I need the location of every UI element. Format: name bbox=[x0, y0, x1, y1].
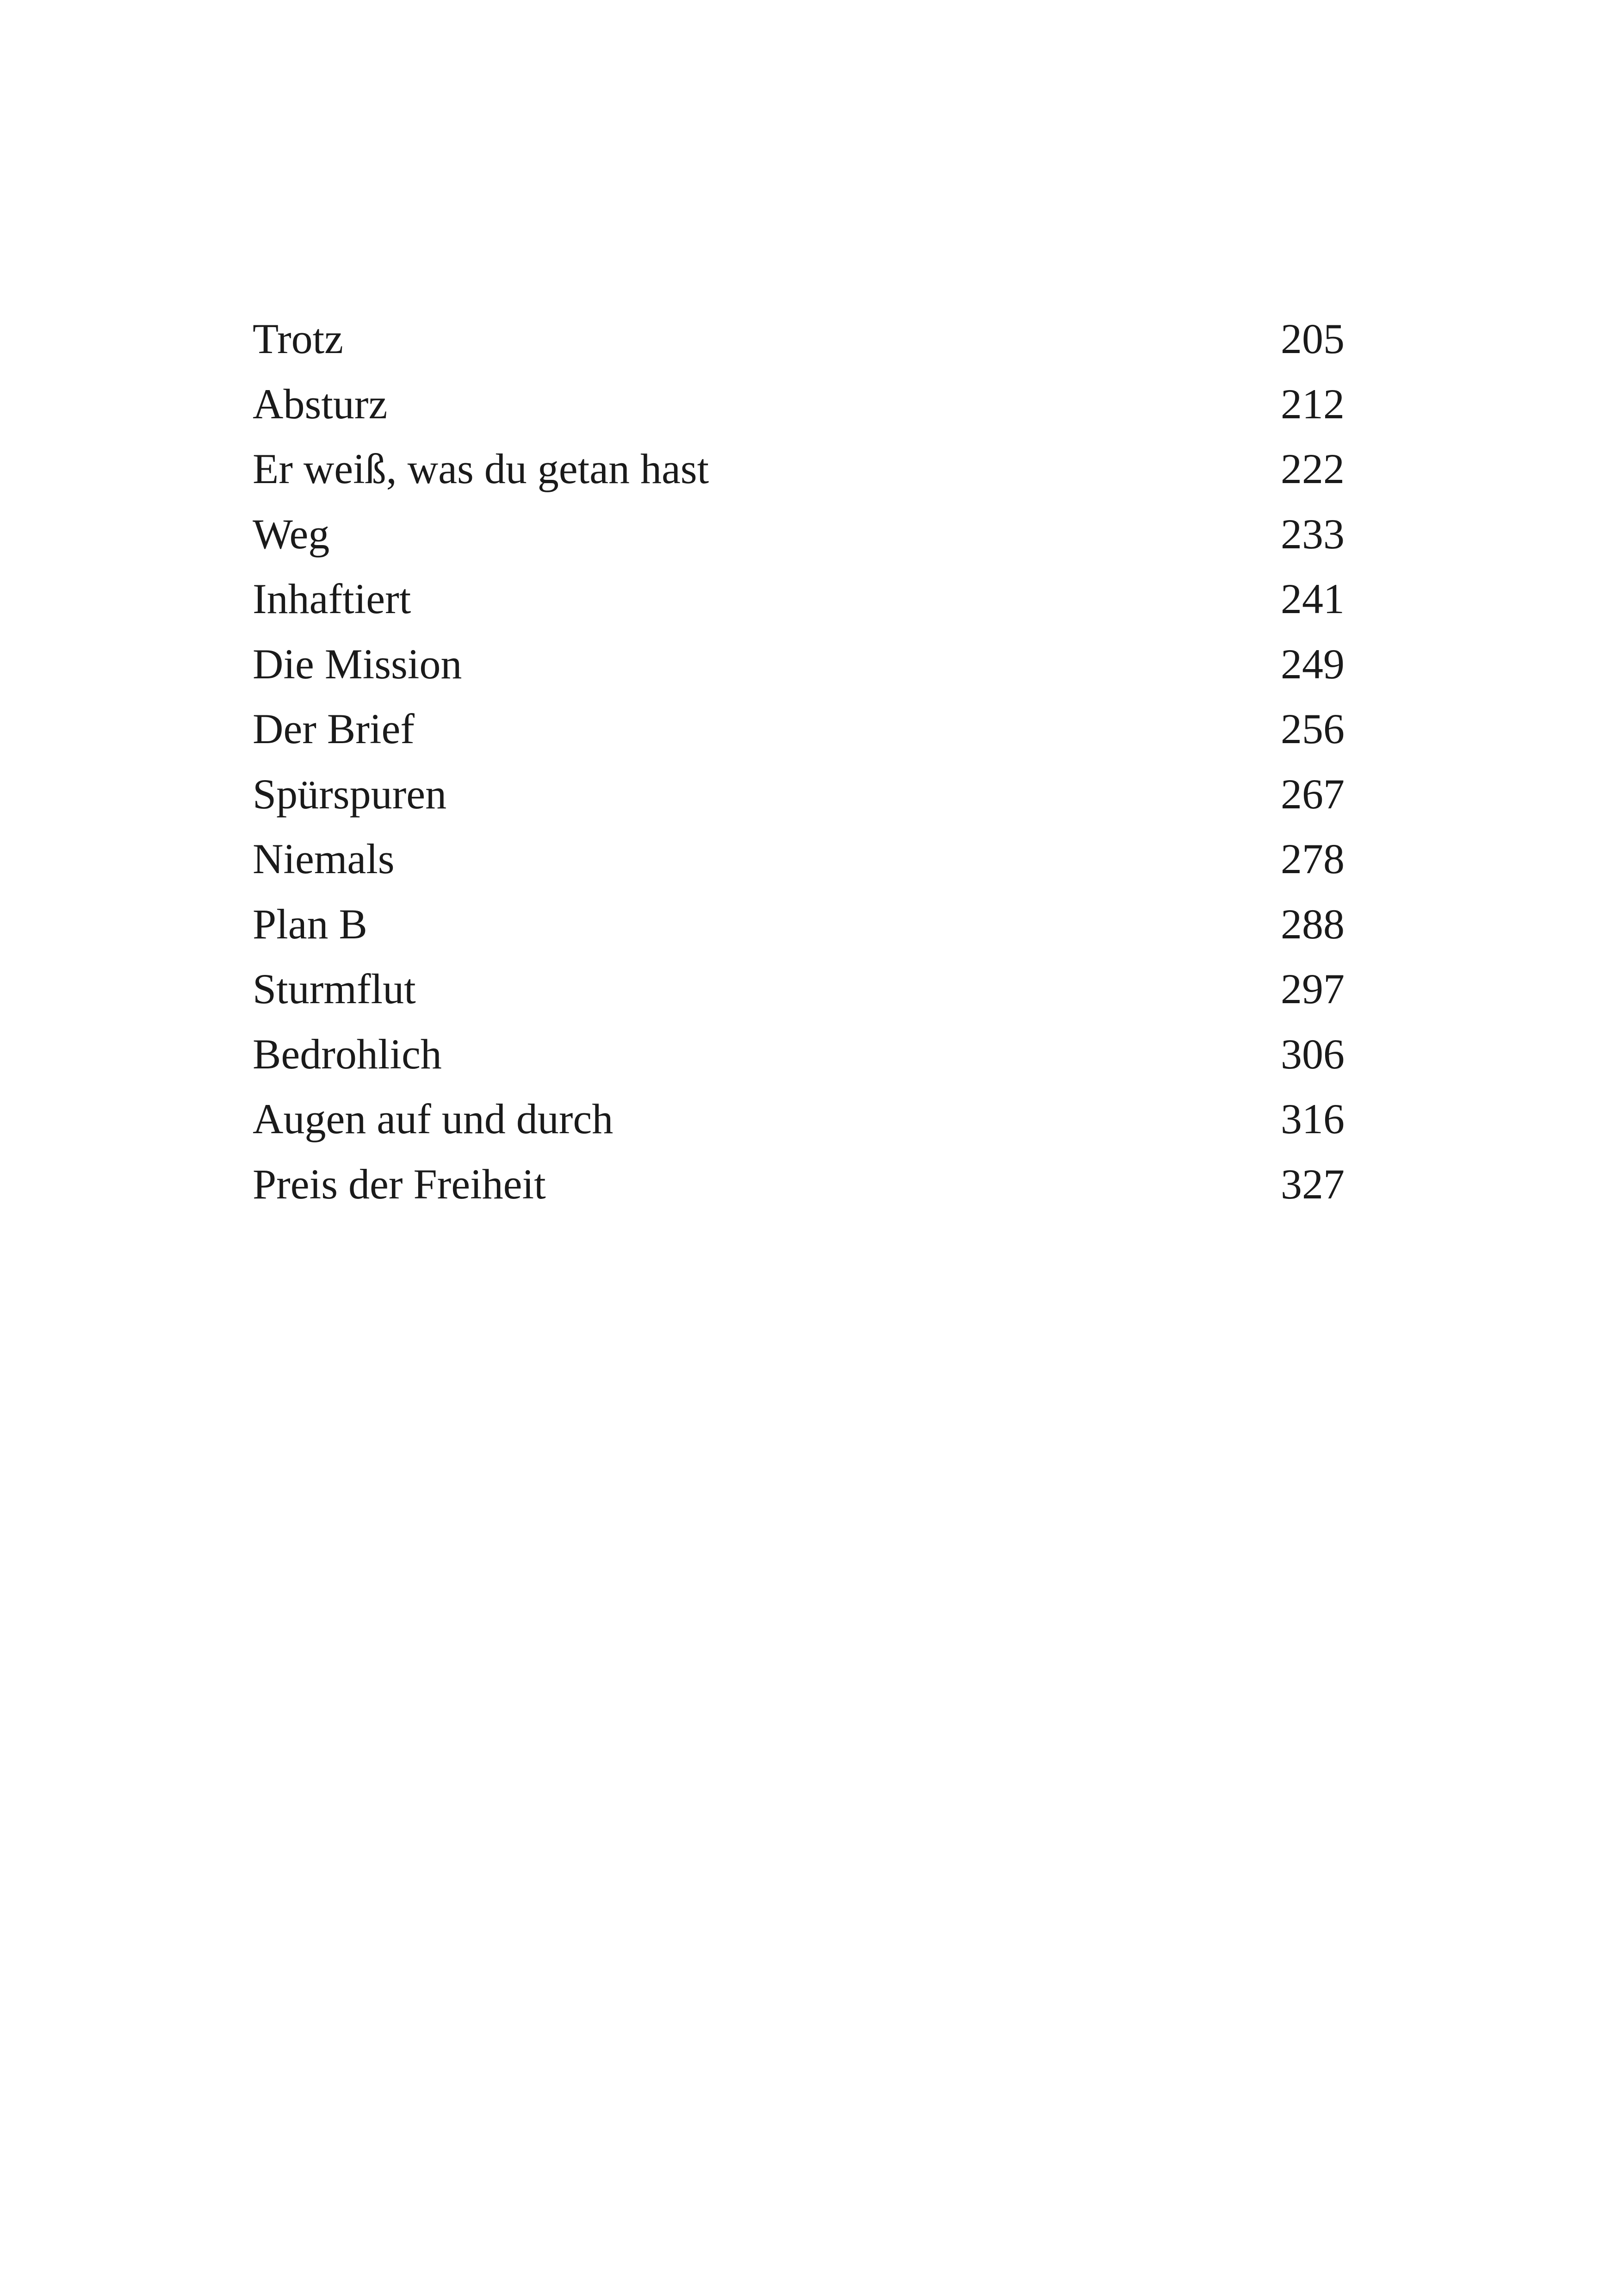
toc-entry-title: Trotz bbox=[253, 315, 343, 362]
toc-entry-page: 233 bbox=[1281, 510, 1345, 558]
toc-entry bbox=[253, 632, 1345, 697]
toc-entry-title: Niemals bbox=[253, 835, 395, 882]
toc-entry-page: 212 bbox=[1281, 380, 1345, 428]
toc-entry-page: 267 bbox=[1281, 770, 1345, 818]
toc-entry-page: 222 bbox=[1281, 445, 1345, 492]
toc-entry bbox=[253, 306, 1345, 372]
toc-entry-page: 306 bbox=[1281, 1030, 1345, 1078]
toc-entry bbox=[253, 762, 1345, 827]
toc-entry bbox=[253, 436, 1345, 502]
toc-entry bbox=[253, 696, 1345, 762]
toc-entry bbox=[253, 566, 1345, 632]
toc-entry-page: 297 bbox=[1281, 965, 1345, 1012]
toc-entry-page: 327 bbox=[1281, 1160, 1345, 1208]
toc-entry-title: Bedrohlich bbox=[253, 1030, 442, 1078]
toc-entry-page: 278 bbox=[1281, 835, 1345, 882]
toc-entry-title: Weg bbox=[253, 510, 330, 558]
toc-entry-title: Spürspuren bbox=[253, 770, 447, 818]
toc-entry-page: 256 bbox=[1281, 705, 1345, 752]
toc-entry bbox=[253, 1022, 1345, 1087]
toc-entry-title: Augen auf und durch bbox=[253, 1095, 614, 1142]
toc-entry bbox=[253, 826, 1345, 892]
toc-entry bbox=[253, 1152, 1345, 1217]
toc-entry-title: Absturz bbox=[253, 380, 388, 428]
toc-entry bbox=[253, 892, 1345, 957]
toc-entry-page: 316 bbox=[1281, 1095, 1345, 1142]
toc-entry-title: Plan B bbox=[253, 900, 367, 948]
toc-entry-page: 288 bbox=[1281, 900, 1345, 948]
toc-entry-title: Inhaftiert bbox=[253, 575, 411, 622]
toc-entry-page: 249 bbox=[1281, 640, 1345, 688]
toc-entry-title: Der Brief bbox=[253, 705, 415, 752]
table-of-contents bbox=[253, 306, 1345, 1216]
toc-entry-title: Preis der Freiheit bbox=[253, 1160, 546, 1208]
toc-entry-page: 205 bbox=[1281, 315, 1345, 362]
toc-entry-page: 241 bbox=[1281, 575, 1345, 622]
toc-entry bbox=[253, 372, 1345, 437]
toc-entry-title: Die Mission bbox=[253, 640, 462, 688]
toc-entry-title: Er weiß, was du getan hast bbox=[253, 445, 709, 492]
toc-entry bbox=[253, 502, 1345, 567]
toc-entry bbox=[253, 956, 1345, 1022]
toc-entry bbox=[253, 1086, 1345, 1152]
toc-entry-title: Sturmflut bbox=[253, 965, 416, 1012]
